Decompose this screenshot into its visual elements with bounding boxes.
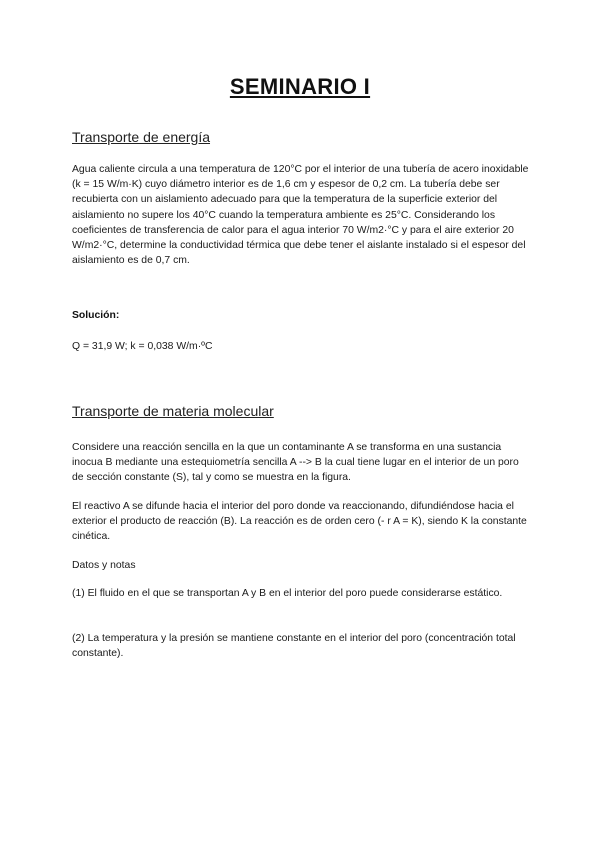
reaction-paragraph: Considere una reacción sencilla en la que un contaminante A se transforma en una sustancia inocua B mediante una estequiometría sencilla A --> B la cual tiene lugar en el interior de un poro de sección constante (S), tal y como se muestra en la figura.: [72, 442, 519, 484]
energy-problem-paragraph: Agua caliente circula a una temperatura de 120°C por el interior de una tubería de acero inoxidable (k = 15 W/m·K) cuyo diámetro interior es de 1,6 cm y espesor de 0,2 cm. La tubería debe ser recubierta con un aislamiento adecuado para que la temperatura de la superficie exterior del aislamiento no supere los 40°C cuando la temperatura ambiente es 25°C. Considerando los coeficientes de transferencia de calor para el agua interior 70 W/m2·°C y para el aire exterior 20 W/m2·°C, determine la conductividad térmica que debe tener el aislante instalado si el espesor del aislamiento es de 0,7 cm.: [72, 164, 529, 267]
solution-text: Q = 31,9 W; k = 0,038 W/m·ºC: [72, 341, 213, 352]
section-heading-energy: Transporte de energía: [72, 129, 211, 145]
notes-label: Datos y notas: [72, 560, 136, 571]
diffusion-paragraph: El reactivo A se difunde hacia el interior del poro donde va reaccionando, difundiéndose hacia el exterior el producto de reacción (B). La reacción es de orden cero (- r A = K), siendo K la constante cinética.: [72, 501, 527, 543]
solution-label: Solución:: [72, 310, 120, 321]
section-heading-mass-transport: Transporte de materia molecular: [72, 403, 274, 419]
page-title: SEMINARIO I: [229, 74, 371, 99]
note-item-1: (1) El fluido en el que se transportan A y B en el interior del poro puede considerarse estático.: [72, 588, 503, 599]
note-item-2: (2) La temperatura y la presión se mantiene constante en el interior del poro (concentración total constante).: [72, 633, 516, 660]
